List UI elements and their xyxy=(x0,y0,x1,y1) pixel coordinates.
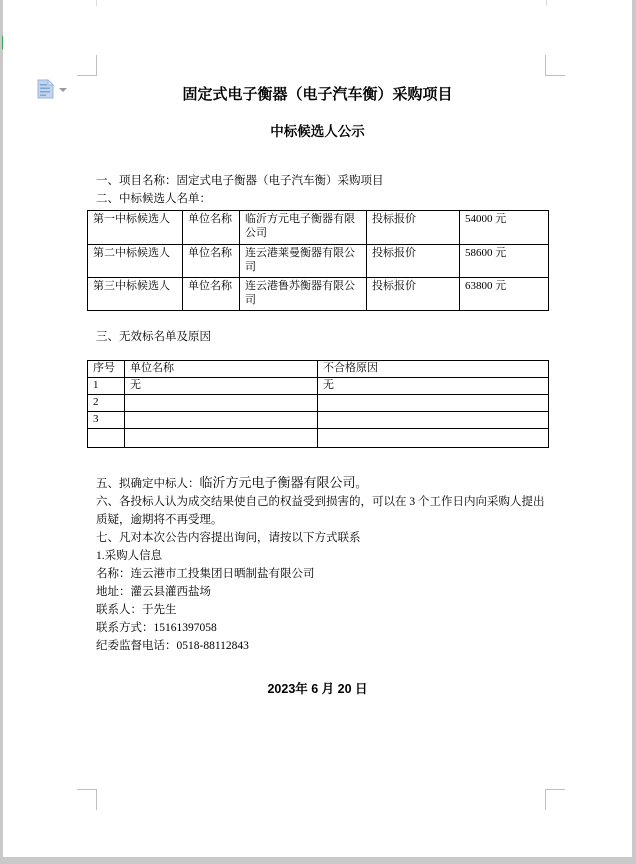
candidates-table xyxy=(87,210,549,311)
winner-line-suffix: 。 xyxy=(355,478,368,490)
cell-index: 3 xyxy=(88,412,125,429)
margin-tick-left xyxy=(96,0,97,6)
contact-person: 联系人：于先生 xyxy=(96,604,177,616)
document-body-paragraphs xyxy=(96,474,554,655)
cell-reason xyxy=(318,429,549,448)
price-label: 投标报价 xyxy=(367,278,460,311)
supervision-phone: 纪委监督电话：0518-88112843 xyxy=(96,640,249,652)
document-title: 固定式电子衡器（电子汽车衡）采购项目 xyxy=(182,86,453,103)
winner-company-name: 临沂方元电子衡器有限公司 xyxy=(199,475,356,490)
company-name: 连云港鲁苏衡器有限公司 xyxy=(240,278,367,311)
section-3-invalid-bids-heading: 三、无效标名单及原因 xyxy=(96,331,211,343)
document-page xyxy=(3,0,632,857)
winner-line-prefix: 五、拟确定中标人： xyxy=(96,478,200,490)
name-label: 单位名称 xyxy=(183,245,240,278)
margin-tick-right xyxy=(546,0,547,6)
company-name: 临沂方元电子衡器有限公司 xyxy=(240,211,367,245)
col-header-name: 单位名称 xyxy=(125,361,318,378)
price-label: 投标报价 xyxy=(367,245,460,278)
name-label: 单位名称 xyxy=(183,278,240,311)
section-2-candidate-list-heading: 二、中标候选人名单： xyxy=(96,193,211,205)
document-date: 2023年 6 月 20 日 xyxy=(267,682,368,696)
company-name: 连云港莱曼衡器有限公司 xyxy=(240,245,367,278)
margin-crop-mark-bottom-left xyxy=(77,789,97,810)
section-5-winner-line xyxy=(96,474,554,493)
cell-name: 无 xyxy=(125,378,318,395)
table-row xyxy=(88,278,549,311)
table-row xyxy=(88,378,549,395)
section-7-contact-intro: 七、凡对本次公告内容提出询问，请按以下方式联系 xyxy=(96,532,361,544)
invalid-bids-table xyxy=(87,360,549,448)
margin-crop-mark-bottom-right xyxy=(545,789,565,810)
section-6-objection-period: 六、各投标人认为成交结果使自己的权益受到损害的，可以在 3 个工作日内向采购人提出质疑，逾期将不再受理。 xyxy=(96,496,545,526)
cell-index xyxy=(88,429,125,448)
table-row xyxy=(88,395,549,412)
cell-reason xyxy=(318,395,549,412)
bid-price: 58600 元 xyxy=(460,245,549,278)
purchaser-info-heading: 1.采购人信息 xyxy=(96,550,163,562)
cell-name xyxy=(125,412,318,429)
margin-crop-mark-top-right xyxy=(545,55,565,76)
cell-reason xyxy=(318,412,549,429)
candidate-rank: 第一中标候选人 xyxy=(88,211,183,245)
bid-price: 63800 元 xyxy=(460,278,549,311)
table-row xyxy=(88,211,549,245)
bid-price: 54000 元 xyxy=(460,211,549,245)
margin-crop-mark-top-left xyxy=(77,55,97,76)
cell-name xyxy=(125,395,318,412)
section-1-project-name: 一、项目名称：固定式电子衡器（电子汽车衡）采购项目 xyxy=(96,175,384,187)
col-header-reason: 不合格原因 xyxy=(318,361,549,378)
name-label: 单位名称 xyxy=(183,211,240,245)
table-header-row xyxy=(88,361,549,378)
candidate-rank: 第三中标候选人 xyxy=(88,278,183,311)
cell-name xyxy=(125,429,318,448)
cell-index: 1 xyxy=(88,378,125,395)
price-label: 投标报价 xyxy=(367,211,460,245)
table-row xyxy=(88,245,549,278)
table-row xyxy=(88,429,549,448)
document-subtitle: 中标候选人公示 xyxy=(270,124,365,139)
candidate-rank: 第二中标候选人 xyxy=(88,245,183,278)
contact-phone: 联系方式：15161397058 xyxy=(96,622,217,634)
purchaser-address: 地址：灌云县灌西盐场 xyxy=(96,586,211,598)
cell-reason: 无 xyxy=(318,378,549,395)
cell-index: 2 xyxy=(88,395,125,412)
col-header-index: 序号 xyxy=(88,361,125,378)
purchaser-name: 名称：连云港市工投集团日晒制盐有限公司 xyxy=(96,568,315,580)
table-row xyxy=(88,412,549,429)
